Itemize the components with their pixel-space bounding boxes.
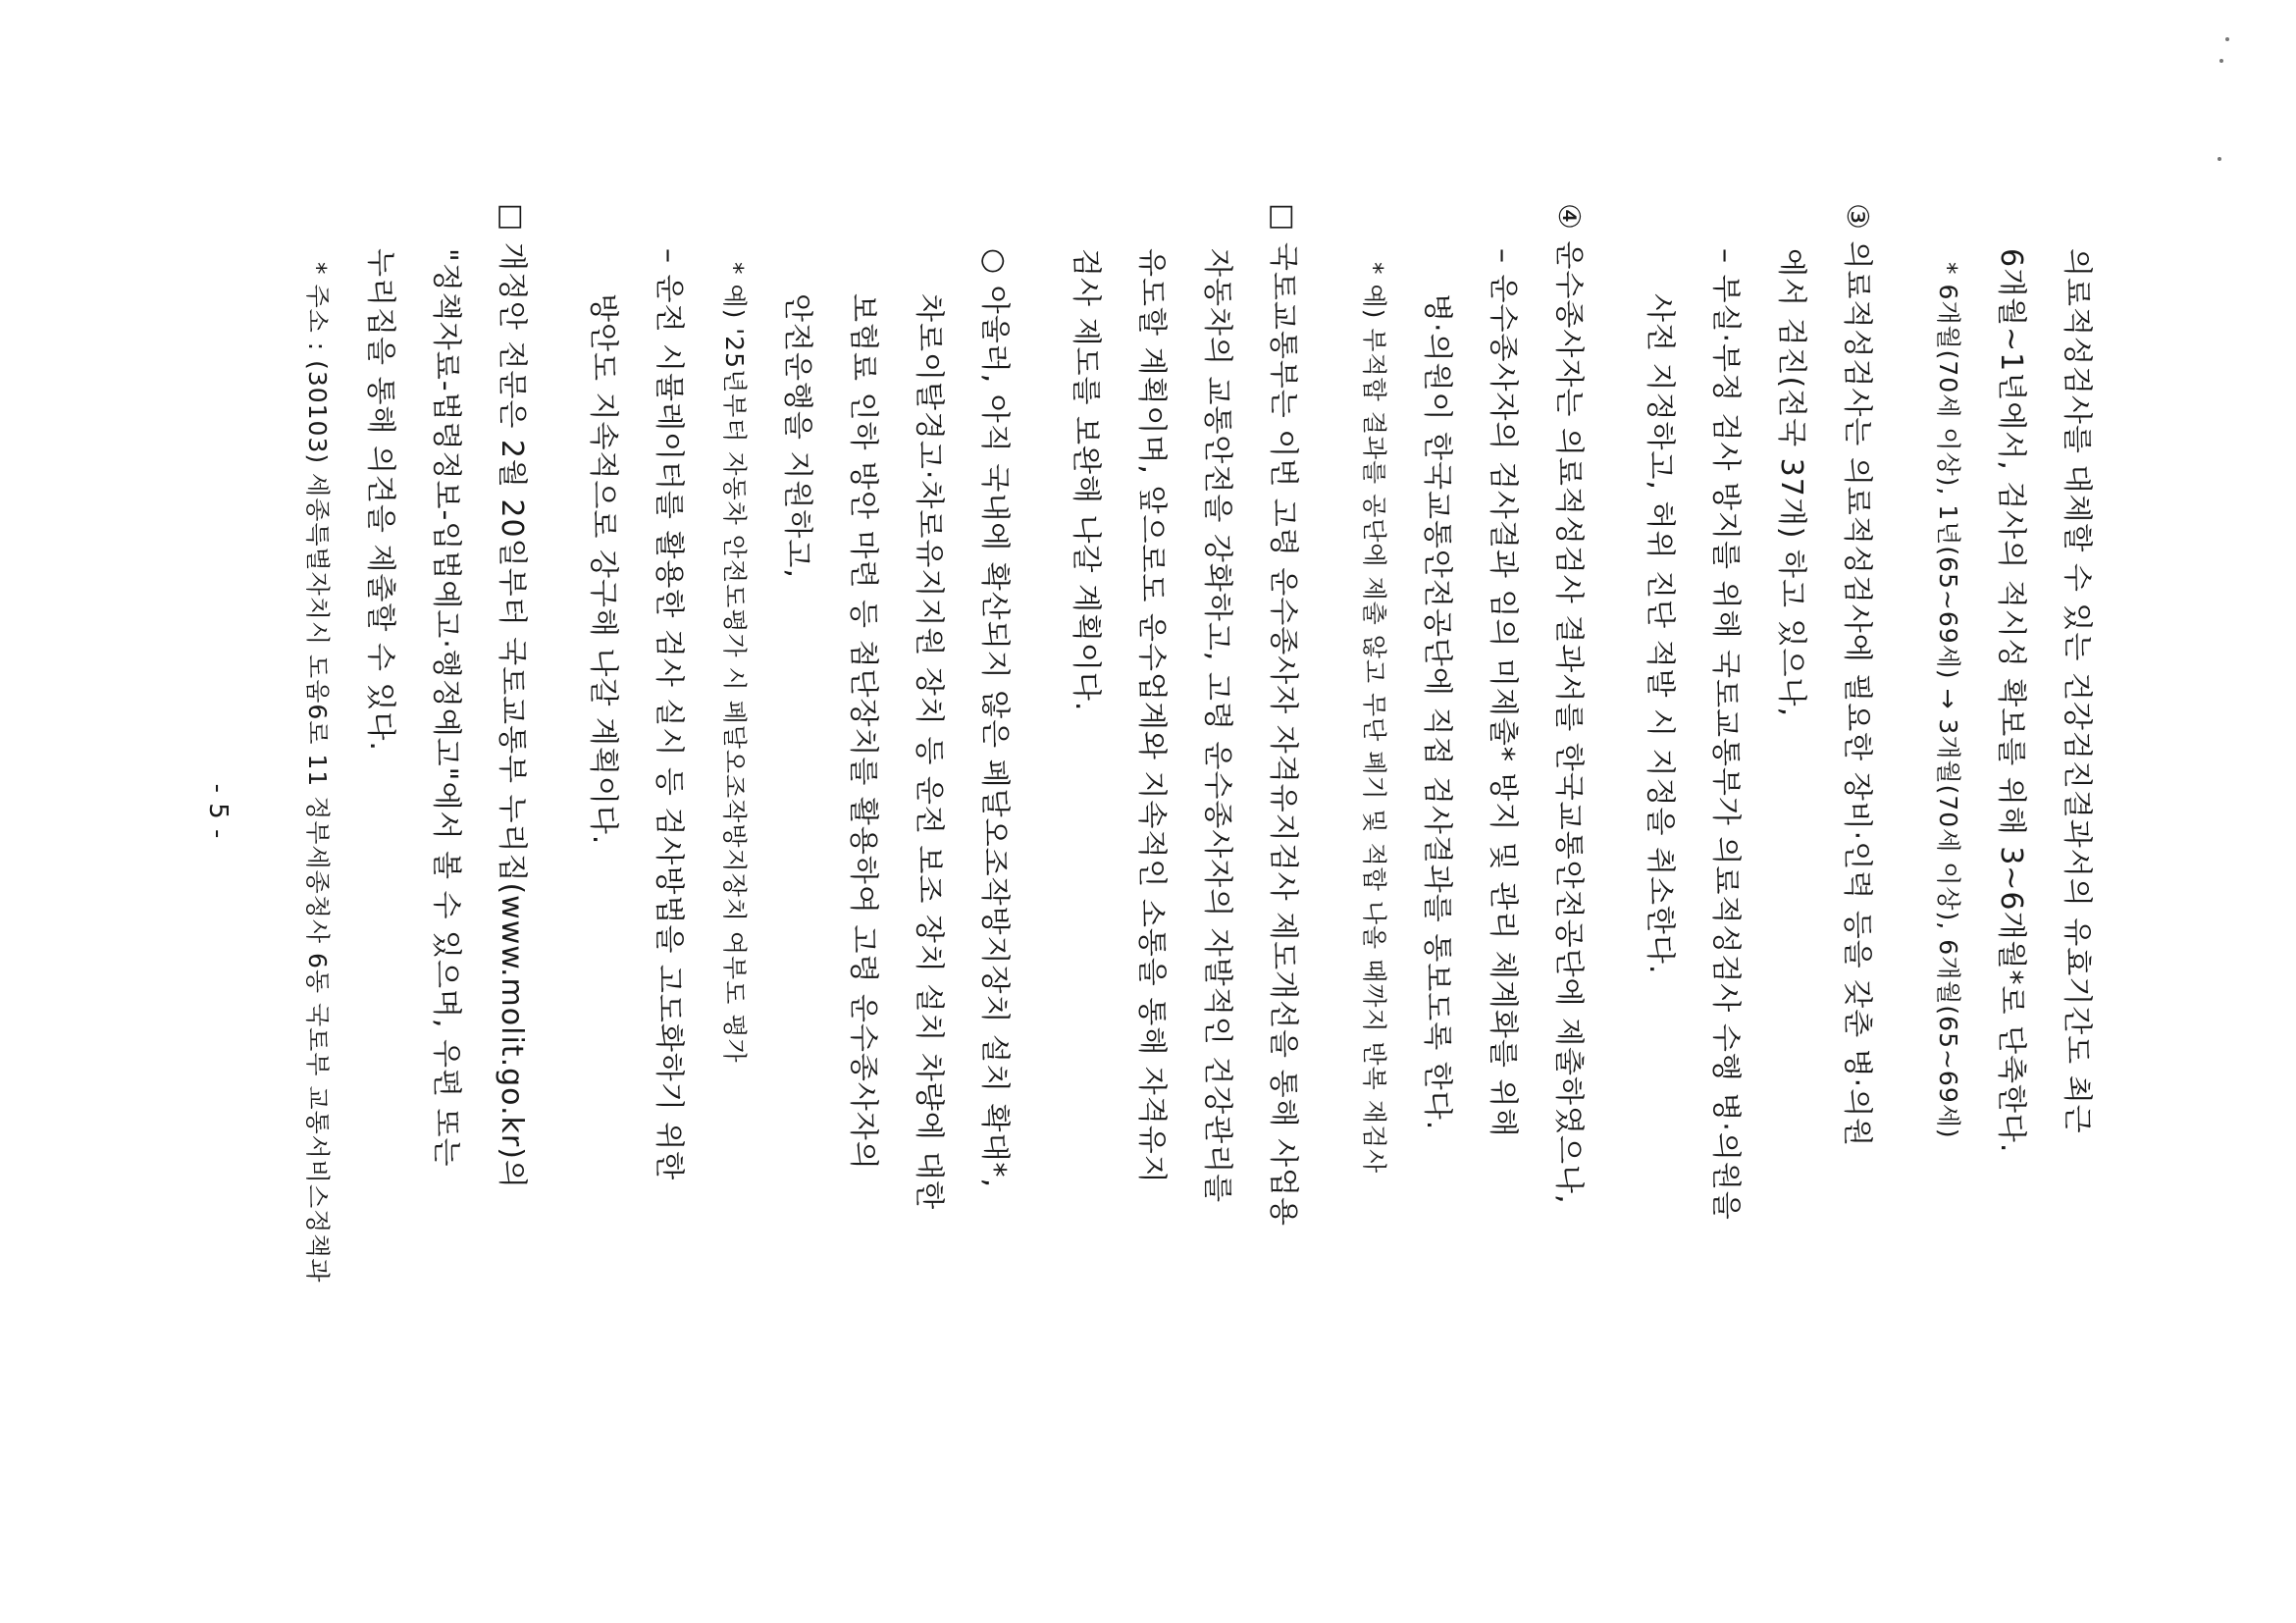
numbered-item-3: ③ 의료적성검사는 의료적성검사에 필요한 장비·인력 등을 갖춘 병·의원 (1840, 203, 1874, 1148)
para-line: 안전운행을 지원하고, (780, 293, 814, 579)
rotated-document (78, 56, 2218, 1567)
para-line: 차로이탈경고·차로유지지원 장치 등 운전 보조 장치 설치 차량에 대한 (912, 293, 946, 1211)
footnote: * 6개월(70세 이상), 1년(65~69세) → 3개월(70세 이상), 6개월(65~69세) (1934, 262, 1962, 1139)
para-line: 유도할 계획이며, 앞으로도 운수업계와 지속적인 소통을 통해 자격유지 (1134, 248, 1169, 1184)
scan-speck (2218, 157, 2221, 161)
footnote: * 주소 : (30103) 세종특별자치시 도움6로 11 정부세종청사 6동 국토부 교통서비스정책과 (303, 262, 332, 1283)
box-item: □ 국토교통부는 이번 고령 운수종사자 자격유지검사 제도개선을 통해 사업용 (1266, 203, 1300, 1228)
scan-speck (2225, 37, 2229, 41)
para-line: 병·의원이 한국교통안전공단에 직접 검사결과를 통보도록 한다. (1420, 293, 1454, 1131)
dash-item: – 부실·부정 검사 방지를 위해 국토교통부가 의료적성검사 수행 병·의원을 (1708, 248, 1743, 1221)
footnote: * 예) '25년부터 자동차 안전도평가 시 페달오조작방지장치 여부도 평가 (720, 262, 749, 1064)
para-line: 방안도 지속적으로 강구해 나갈 계획이다. (586, 293, 620, 846)
dash-item: – 운전 시뮬레이터를 활용한 검사 실시 등 검사방법을 고도화하기 위한 (652, 248, 686, 1181)
para-line: 6개월~1년에서, 검사의 적시성 확보를 위해 3~6개월*로 단축한다. (1994, 248, 2028, 1154)
para-line: 에서 검진(전국 37개) 하고 있으나, (1774, 248, 1808, 718)
page-number: - 5 - (203, 783, 233, 840)
para-line: 누리집을 통해 의견을 제출할 수 있다. (363, 248, 397, 752)
footnote: * 예) 부적합 결과를 공단에 제출 않고 무단 폐기 및 적합 나올 때까지 반복 재검사 (1360, 262, 1388, 1175)
box-item: □ 개정안 전문은 2월 20일부터 국토교통부 누리집(www.molit.go.kr)의 (495, 203, 529, 1189)
para-line: 보험료 인하 방안 마련 등 첨단장치를 활용하여 고령 운수종사자의 (846, 293, 880, 1171)
numbered-item-4: ④ 운수종사자는 의료적성검사 결과서를 한국교통안전공단에 제출하였으나, (1551, 203, 1586, 1205)
circle-item: ○ 아울러, 아직 국내에 확산되지 않은 페달오조작방지장치 설치 확대*, (977, 248, 1012, 1188)
para-line: 사전 지정하고, 허위 진단 적발 시 지정을 취소한다. (1643, 293, 1677, 975)
para-line: 의료적성검사를 대체할 수 있는 건강검진결과서의 유효기간도 최근 (2060, 248, 2094, 1134)
para-line: "정책자료-법령정보-입법예고·행정예고"에서 볼 수 있으며, 우편 또는 (429, 248, 463, 1168)
para-line: 검사 제도를 보완해 나갈 계획이다. (1069, 248, 1103, 712)
scan-speck (2219, 59, 2223, 63)
para-line: 자동차의 교통안전을 강화하고, 고령 운수종사자의 자발적인 건강관리를 (1200, 248, 1234, 1204)
dash-item: – 운수종사자의 검사결과 임의 미제출* 방지 및 관리 체계화를 위해 (1486, 248, 1520, 1138)
